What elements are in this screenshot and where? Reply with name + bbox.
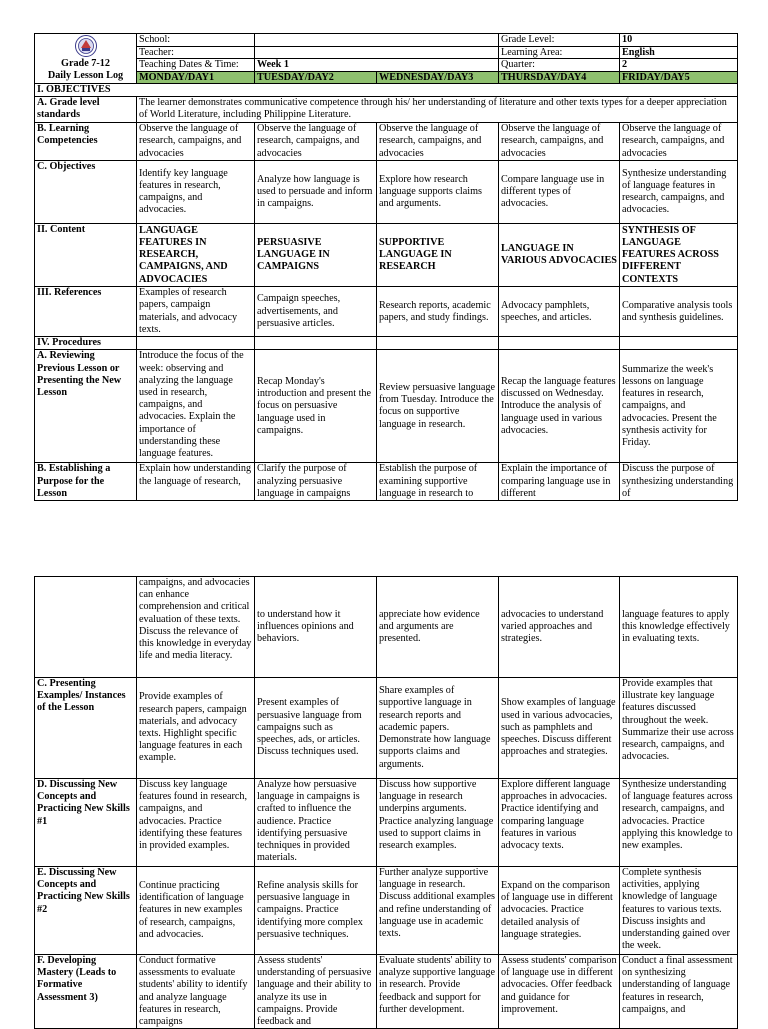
competency-cell: Observe the language of research, campaigns, and advocacies xyxy=(620,123,738,161)
content-cell: PERSUASIVE LANGUAGE IN CAMPAIGNS xyxy=(255,224,377,287)
purpose-cell: Clarify the purpose of analyzing persuasive language in campaigns xyxy=(255,463,377,501)
objective-cell: Analyze how language is used to persuade and inform in campaigns. xyxy=(255,161,377,224)
learning-area-value: English xyxy=(620,46,738,59)
purpose-cell: Explain the importance of comparing language use in different xyxy=(499,463,620,501)
reviewing-cell: Summarize the week's lessons on language features in research, campaigns, and advocacies. Present the synthesis activity for Friday. xyxy=(620,350,738,463)
teaching-dates-value: Week 1 xyxy=(255,59,499,72)
presenting-cell: Present examples of persuasive language from campaigns such as speeches, ads, or articles. Discuss techniques used. xyxy=(255,678,377,779)
presenting-cell: Provide examples of research papers, campaign materials, and advocacy texts. Highlight specific language features in each example. xyxy=(137,678,255,779)
mastery-cell: Evaluate students' ability to analyze supportive language in research. Provide feedback and support for further development. xyxy=(377,955,499,1029)
reference-cell: Comparative analysis tools and synthesis guidelines. xyxy=(620,287,738,337)
purpose-cell: Discuss the purpose of synthesizing understanding of xyxy=(620,463,738,501)
competency-cell: Observe the language of research, campaigns, and advocacies xyxy=(255,123,377,161)
reviewing-cell: Review persuasive language from Tuesday. Introduce the focus on supportive language in research. xyxy=(377,350,499,463)
school-value xyxy=(255,34,499,47)
quarter-value: 2 xyxy=(620,59,738,72)
discussing-1-cell: Synthesize understanding of language features across research, campaigns, and advocacies. Practice applying this knowledge to new examples. xyxy=(620,779,738,867)
school-label: School: xyxy=(137,34,255,47)
day-header-4: THURSDAY/DAY4 xyxy=(499,71,620,84)
row-label-empty xyxy=(35,577,137,678)
discussing-2-cell: Expand on the comparison of language use in different advocacies. Practice detailed analysis of language strategies. xyxy=(499,867,620,955)
presenting-cell: Provide examples that illustrate key language features discussed throughout the week. Summarize their use across research, campaigns, and advocacies. xyxy=(620,678,738,779)
competency-cell: Observe the language of research, campaigns, and advocacies xyxy=(499,123,620,161)
grade-level-label: Grade Level: xyxy=(499,34,620,47)
section-procedures: IV. Procedures xyxy=(35,337,137,350)
content-cell: SUPPORTIVE LANGUAGE IN RESEARCH xyxy=(377,224,499,287)
discussing-2-cell: Refine analysis skills for persuasive language in campaigns. Practice identifying more complex persuasive techniques. xyxy=(255,867,377,955)
discussing-2-cell: Continue practicing identification of language features in new examples of research, campaigns, and advocacies. xyxy=(137,867,255,955)
form-subtitle: Daily Lesson Log xyxy=(47,70,124,81)
competency-cell: Observe the language of research, campaigns, and advocacies xyxy=(137,123,255,161)
deped-seal-icon xyxy=(75,35,97,57)
row-label-competencies: B. Learning Competencies xyxy=(35,123,137,161)
purpose-cell: advocacies to understand varied approaches and strategies. xyxy=(499,577,620,678)
competency-cell: Observe the language of research, campaigns, and advocacies xyxy=(377,123,499,161)
objective-cell: Synthesize understanding of language features in research, campaigns, and advocacies. xyxy=(620,161,738,224)
row-label-content: II. Content xyxy=(35,224,137,287)
section-objectives: I. OBJECTIVES xyxy=(35,84,738,97)
teacher-label: Teacher: xyxy=(137,46,255,59)
row-label-grade-standards: A. Grade level standards xyxy=(35,97,137,123)
row-label-references: III. References xyxy=(35,287,137,337)
teacher-value xyxy=(255,46,499,59)
row-label-reviewing: A. Reviewing Previous Lesson or Presenting the New Lesson xyxy=(35,350,137,463)
discussing-2-cell: Further analyze supportive language in research. Discuss additional examples and refine understanding of language use in academic texts. xyxy=(377,867,499,955)
mastery-cell: Conduct a final assessment on synthesizing understanding of language features in research, campaigns, and xyxy=(620,955,738,1029)
teaching-dates-label: Teaching Dates & Time: xyxy=(137,59,255,72)
row-label-discussing-1: D. Discussing New Concepts and Practicing New Skills #1 xyxy=(35,779,137,867)
day-header-1: MONDAY/DAY1 xyxy=(137,71,255,84)
reference-cell: Campaign speeches, advertisements, and persuasive articles. xyxy=(255,287,377,337)
objective-cell: Explore how research language supports claims and arguments. xyxy=(377,161,499,224)
grade-level-value: 10 xyxy=(620,34,738,47)
day-header-2: TUESDAY/DAY2 xyxy=(255,71,377,84)
purpose-cell: appreciate how evidence and arguments are presented. xyxy=(377,577,499,678)
lesson-log-table-page-1 xyxy=(34,33,738,501)
objective-cell: Identify key language features in research, campaigns, and advocacies. xyxy=(137,161,255,224)
purpose-cell: campaigns, and advocacies can enhance comprehension and critical evaluation of these texts. Discuss the relevance of this knowledge in everyday life and media literacy. xyxy=(137,577,255,678)
row-label-mastery: F. Developing Mastery (Leads to Formative Assessment 3) xyxy=(35,955,137,1029)
reference-cell: Examples of research papers, campaign materials, and advocacy texts. xyxy=(137,287,255,337)
mastery-cell: Assess students' comparison of language use in different advocacies. Offer feedback and guidance for improvement. xyxy=(499,955,620,1029)
discussing-1-cell: Discuss how supportive language in research underpins arguments. Practice analyzing language used to support claims in research examples. xyxy=(377,779,499,867)
reviewing-cell: Recap Monday's introduction and present the focus on persuasive language used in campaigns. xyxy=(255,350,377,463)
objective-cell: Compare language use in different types of advocacies. xyxy=(499,161,620,224)
purpose-cell: Establish the purpose of examining supportive language in research to xyxy=(377,463,499,501)
learning-area-label: Learning Area: xyxy=(499,46,620,59)
day-header-5: FRIDAY/DAY5 xyxy=(620,71,738,84)
presenting-cell: Share examples of supportive language in research reports and academic papers. Demonstrate how language supports claims and arguments. xyxy=(377,678,499,779)
reference-cell: Advocacy pamphlets, speeches, and articles. xyxy=(499,287,620,337)
quarter-label: Quarter: xyxy=(499,59,620,72)
mastery-cell: Conduct formative assessments to evaluate students' ability to identify and analyze language features in research, campaigns xyxy=(137,955,255,1029)
content-cell: SYNTHESIS OF LANGUAGE FEATURES ACROSS DIFFERENT CONTEXTS xyxy=(620,224,738,287)
form-title: Grade 7-12 xyxy=(61,58,110,69)
discussing-1-cell: Discuss key language features found in research, campaigns, and advocacies. Practice identifying these features in provided examples. xyxy=(137,779,255,867)
reference-cell: Research reports, academic papers, and study findings. xyxy=(377,287,499,337)
row-label-discussing-2: E. Discussing New Concepts and Practicing New Skills #2 xyxy=(35,867,137,955)
row-label-purpose: B. Establishing a Purpose for the Lesson xyxy=(35,463,137,501)
purpose-cell: Explain how understanding the language of research, xyxy=(137,463,255,501)
row-label-objectives: C. Objectives xyxy=(35,161,137,224)
row-label-presenting: C. Presenting Examples/ Instances of the Lesson xyxy=(35,678,137,779)
reviewing-cell: Recap the language features discussed on Wednesday. Introduce the analysis of language used in various advocacies. xyxy=(499,350,620,463)
content-cell: LANGUAGE IN VARIOUS ADVOCACIES xyxy=(499,224,620,287)
day-header-3: WEDNESDAY/DAY3 xyxy=(377,71,499,84)
purpose-cell: language features to apply this knowledge effectively in evaluating texts. xyxy=(620,577,738,678)
discussing-1-cell: Explore different language approaches in advocacies. Practice identifying and comparing language features in various advocacy texts. xyxy=(499,779,620,867)
content-cell: LANGUAGE FEATURES IN RESEARCH, CAMPAIGNS, AND ADVOCACIES xyxy=(137,224,255,287)
reviewing-cell: Introduce the focus of the week: observing and analyzing the language used in research, campaigns, and advocacies. Explain the importance of understanding these language features. xyxy=(137,350,255,463)
mastery-cell: Assess students' understanding of persuasive language and their ability to analyze its use in campaigns. Provide feedback and xyxy=(255,955,377,1029)
header-title-cell xyxy=(35,34,137,84)
presenting-cell: Show examples of language used in various advocacies, such as pamphlets and speeches. Discuss different approaches and strategies. xyxy=(499,678,620,779)
purpose-cell: to understand how it influences opinions and behaviors. xyxy=(255,577,377,678)
lesson-log-table-page-2 xyxy=(34,576,738,1029)
discussing-2-cell: Complete synthesis activities, applying knowledge of language features to various texts. Discuss insights and understanding gained over the week. xyxy=(620,867,738,955)
grade-standards-text: The learner demonstrates communicative competence through his/ her understanding of literature and other texts types for a deeper appreciation of World Literature, including Philippine Literature. xyxy=(137,97,738,123)
discussing-1-cell: Analyze how persuasive language in campaigns is crafted to influence the audience. Practice identifying persuasive techniques in provided materials. xyxy=(255,779,377,867)
